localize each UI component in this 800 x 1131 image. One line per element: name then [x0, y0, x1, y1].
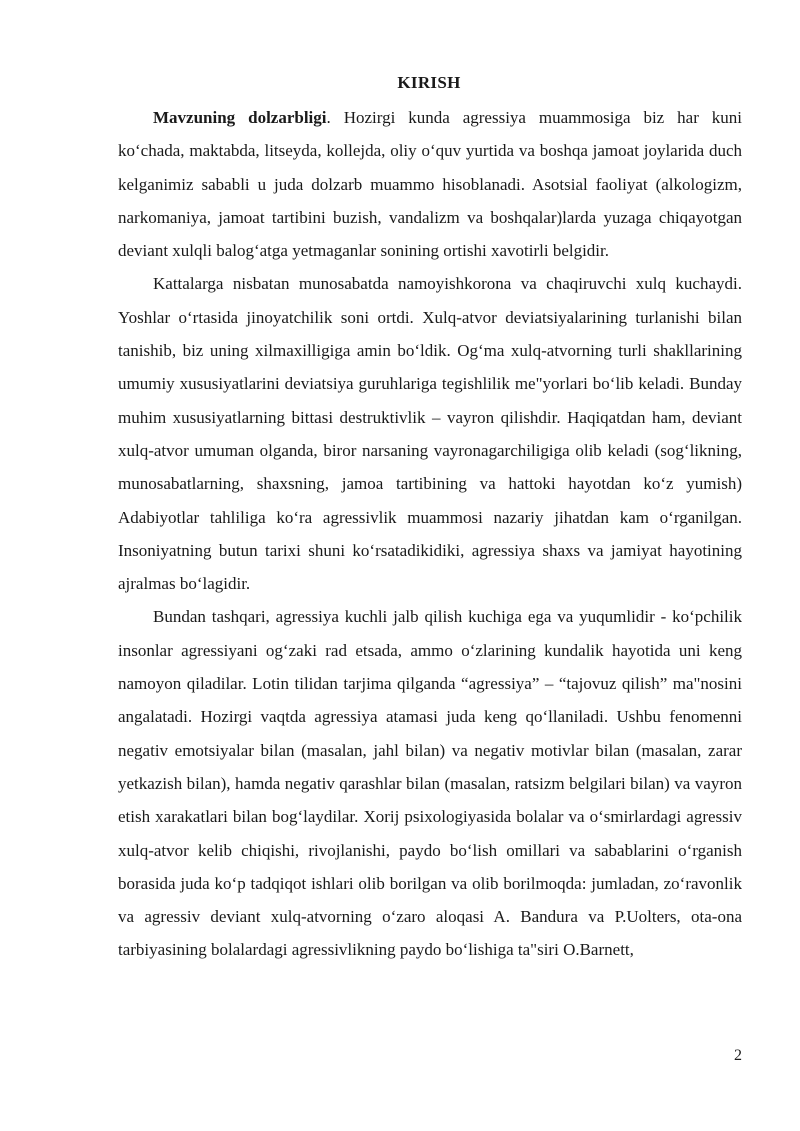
paragraph-text: . Hozirgi kunda agressiya muammosiga biz har kuni koʻchada, maktabda, litseyda, kollejda, oliy oʻquv yurtida va boshqa jamoat joylarida duch kelganimiz sababli u juda dolzarb muammo hisoblanadi. Asotsial faoliyat (alkologizm, narkomaniya, jamoat tartibini buzish, vandalizm va boshqalar)larda yuzaga chiqayotgan deviant xulqli balogʻatga yetmaganlar sonining ortishi xavotirli belgidir. — [118, 108, 743, 261]
section-title: KIRISH — [397, 73, 461, 92]
page-number: 2 — [734, 1047, 742, 1064]
paragraph-aggression-definition: Bundan tashqari, agressiya kuchli jalb qilish kuchiga ega va yuqumlidir - koʻpchilik insonlar agressiyani ogʻzaki rad etsada, ammo oʻzlarining kundalik hayotida uni keng namoyon qiladilar. Lotin tilidan tarjima qilganda “agressiya” – “tajovuz qilish” ma"nosini angalatadi. Hozirgi vaqtda agressiya atamasi juda keng qoʻllaniladi. Ushbu fenomenni negativ emotsiyalar bilan (masalan, jahl bilan) va negativ motivlar bilan (masalan, zarar yetkazish bilan), hamda negativ qarashlar bilan (masalan, ratsizm belgilari bilan) va vayron etish xarakatlari bilan bogʻlaydilar. Xorij psixologiyasida bolalar va oʻsmirlardagi agressiv xulq-atvor kelib chiqishi, rivojlanishi, paydo boʻlish omillari va sabablarini oʻrganish borasida juda koʻp tadqiqot ishlari olib borilgan va olib borilmoqda: jumladan, zoʻravonlik va agressiv deviant xulq-atvorning oʻzaro aloqasi A. Bandura va P.Uolters, ota-ona tarbiyasining bolalardagi agressivlikning paydo boʻlishiga ta"siri O.Barnett, — [118, 607, 742, 960]
body-text — [118, 101, 742, 967]
paragraph-relevance — [118, 101, 742, 267]
paragraph-lead: Mavzuning dolzarbligi — [153, 108, 327, 127]
paragraph-deviant-behavior: Kattalarga nisbatan munosabatda namoyishkorona va chaqiruvchi xulq kuchaydi. Yoshlar oʻrtasida jinoyatchilik soni ortdi. Xulq-atvor deviatsiyalarining turlanishi bilan tanishib, biz uning xilmaxilligiga amin boʻldik. Ogʻma xulq-atvorning turli shakllarining umumiy xususiyatlarini deviatsiya guruhlariga tegishlilik me"yorlari boʻlib keladi. Bunday muhim xususiyatlarning bittasi destruktivlik – vayron qilishdir. Haqiqatdan ham, deviant xulq-atvor umuman olganda, biror narsaning vayronagarchiligiga olib keladi (sogʻlikning, munosabatlarning, shaxsning, jamoa tartibining va hattoki hayotdan koʻz yumish) Adabiyotlar tahliliga koʻra agressivlik muammosi nazariy jihatdan kam oʻrganilgan. Insoniyatning butun tarixi shuni koʻrsatadikidiki, agressiya shaxs va jamiyat hayotining ajralmas boʻlagidir. — [118, 274, 742, 594]
